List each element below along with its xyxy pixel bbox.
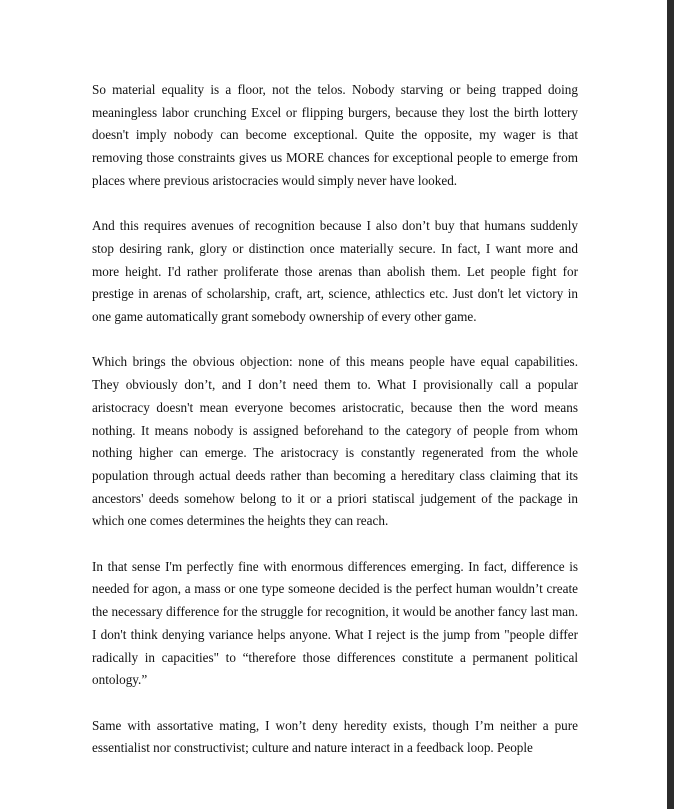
- paragraph-2: And this requires avenues of recognition because I also don’t buy that humans suddenly stop desiring rank, glory or distinction once materially secure. In fact, I want more and more height. I'd rather proliferate those arenas than abolish them. Let people fight for prestige in arenas of scholarship, craft, art, science, athlectics etc. Just don't let victory in one game automatically grant somebody ownership of every other game.: [92, 218, 578, 325]
- paragraph-4: In that sense I'm perfectly fine with enormous differences emerging. In fact, difference is needed for agon, a mass or one type someone decided is the perfect human wouldn’t create the necessary difference for the struggle for recognition, it would be another fancy last man. I don't think denying variance helps anyone. What I reject is the jump from "people differ radically in capacities" to “therefore those differences constitute a permanent political ontology.”: [92, 558, 578, 688]
- viewer-edge: [667, 0, 674, 809]
- paragraph-1: So material equality is a floor, not the telos. Nobody starving or being trapped doing meaningless labor crunching Excel or flipping burgers, because they lost the birth lottery doesn't imply nobody can become exceptional. Quite the opposite, my wager is that removing those constraints gives us MORE chances for exceptional people to emerge from places where previous aristocracies would simply never have looked.: [92, 82, 578, 188]
- paragraph-5: Same with assortative mating, I won’t deny heredity exists, though I’m neither a pure essentialist nor constructivist; culture and nature interact in a feedback loop. People: [92, 717, 578, 756]
- document-body: [92, 79, 578, 783]
- paragraph-3: Which brings the obvious objection: none of this means people have equal capabilities. They obviously don’t, and I don’t need them to. What I provisionally call a popular aristocracy doesn't mean everyone becomes aristocratic, because then the word means nothing. It means nobody is assigned beforehand to the category of people from whom nothing higher can emerge. The aristocracy is constantly regenerated from the whole population through actual deeds rather than becoming a hereditary class claiming that its ancestors' deeds somehow belong to it or a priori statiscal judgement of the package in which one comes determines the heights they can reach.: [92, 354, 578, 529]
